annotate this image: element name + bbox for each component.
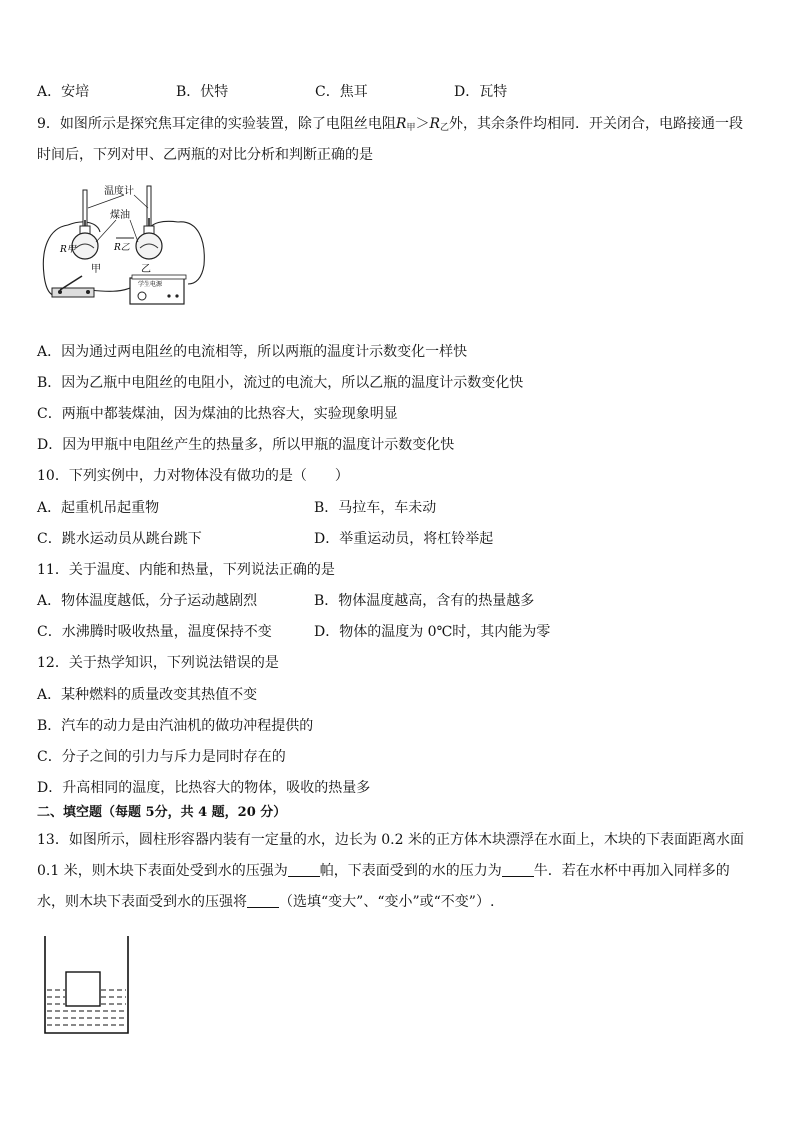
q13-stem	[37, 825, 757, 918]
q11-option-a[interactable]: A．物体温度越低，分子运动越剧烈	[37, 593, 258, 609]
q9-option-b[interactable]: B．因为乙瓶中电阻丝的电阻小，流过的电流大，所以乙瓶的温度计示数变化快	[37, 375, 524, 391]
q10-stem: 10．下列实例中，力对物体没有做功的是（ ）	[37, 468, 349, 484]
q9-option-d[interactable]: D．因为甲瓶中电阻丝产生的热量多，所以甲瓶的温度计示数变化快	[37, 437, 455, 453]
q12-option-a[interactable]: A．某种燃料的质量改变其热值不变	[37, 687, 258, 703]
flask-jia	[72, 233, 98, 259]
floating-block-container-figure	[42, 934, 132, 1036]
q12-option-d[interactable]: D．升高相同的温度，比热容大的物体，吸收的热量多	[37, 780, 371, 796]
q12-option-c[interactable]: C．分子之间的引力与斥力是同时存在的	[37, 749, 286, 765]
q9-option-a[interactable]: A．因为通过两电阻丝的电流相等，所以两瓶的温度计示数变化一样快	[37, 344, 468, 360]
thermometer-label: 温度计	[104, 186, 134, 197]
answer-blank-3[interactable]	[247, 893, 279, 908]
power-supply-label: 学生电源	[138, 281, 163, 288]
flask-yi-label: 乙	[141, 264, 151, 275]
q13-text-3: 牛．若在水杯中再加入同样多的水，则木块下表面受到水的压强将	[37, 863, 730, 910]
q11-option-b[interactable]: B．物体温度越高，含有的热量越多	[314, 593, 535, 609]
greater-than: ＞	[415, 116, 430, 132]
power-knob-icon	[138, 292, 146, 300]
flask-jia-label: 甲	[91, 264, 101, 275]
wooden-block	[66, 972, 100, 1006]
q11-option-d[interactable]: D．物体的温度为 0℃时，其内能为零	[314, 624, 551, 640]
r-yi-label: R乙	[114, 243, 130, 253]
section2-heading: 二、填空题（每题 5分，共 4 题，20 分）	[37, 805, 287, 820]
q8-option-a[interactable]: A．安培	[37, 84, 90, 100]
q13-text-2: 帕，下表面受到的水的压力为	[319, 863, 502, 879]
q13-text-1: 13．如图所示，圆柱形容器内装有一定量的水，边长为 0.2 米的正方体木块漂浮在水面上，木块的下表面距离水面 0.1 米，则木块下表面处受到水的压强为	[37, 832, 744, 879]
answer-blank-2[interactable]	[502, 862, 534, 877]
q9-stem-line2: 时间后，下列对甲、乙两瓶的对比分析和判断正确的是	[37, 147, 373, 163]
q9-option-c[interactable]: C．两瓶中都装煤油，因为煤油的比热容大，实验现象明显	[37, 406, 398, 422]
q9-stem-text: 9．如图所示是探究焦耳定律的实验装置，除了电阻丝电阻	[37, 116, 396, 132]
answer-blank-1[interactable]	[288, 862, 320, 877]
q10-option-b[interactable]: B．马拉车，车未动	[314, 500, 437, 516]
q12-stem: 12．关于热学知识，下列说法错误的是	[37, 655, 279, 671]
r-symbol: R	[429, 116, 441, 132]
q13-text-4: （选填“变大”、“变小”或“不变”）.	[279, 894, 495, 910]
circuit-wire	[90, 288, 130, 291]
q11-option-c[interactable]: C．水沸腾时吸收热量，温度保持不变	[37, 624, 272, 640]
flask-yi	[136, 233, 162, 259]
circuit-wire	[43, 225, 68, 295]
q10-option-c[interactable]: C．跳水运动员从跳台跳下	[37, 531, 202, 547]
r-jia-label: R甲	[60, 245, 76, 255]
q8-option-d[interactable]: D．瓦特	[454, 84, 508, 100]
r-symbol: R	[395, 116, 407, 132]
q9-stem-line1	[37, 114, 743, 138]
q8-option-b[interactable]: B．伏特	[176, 84, 229, 100]
q9-stem-text-cont: 外，其余条件均相同．开关闭合，电路接通一段	[449, 116, 744, 132]
kerosene-label: 煤油	[110, 210, 130, 221]
q12-option-b[interactable]: B．汽车的动力是由汽油机的做功冲程提供的	[37, 718, 314, 734]
r-yi-subscript: 乙	[440, 123, 450, 133]
q10-option-d[interactable]: D．举重运动员，将杠铃举起	[314, 531, 494, 547]
q8-option-c[interactable]: C．焦耳	[315, 84, 368, 100]
r-jia-subscript: 甲	[406, 123, 416, 133]
q10-option-a[interactable]: A．起重机吊起重物	[37, 500, 160, 516]
q11-stem: 11．关于温度、内能和热量，下列说法正确的是	[37, 562, 335, 578]
joule-law-apparatus-figure	[38, 180, 210, 308]
